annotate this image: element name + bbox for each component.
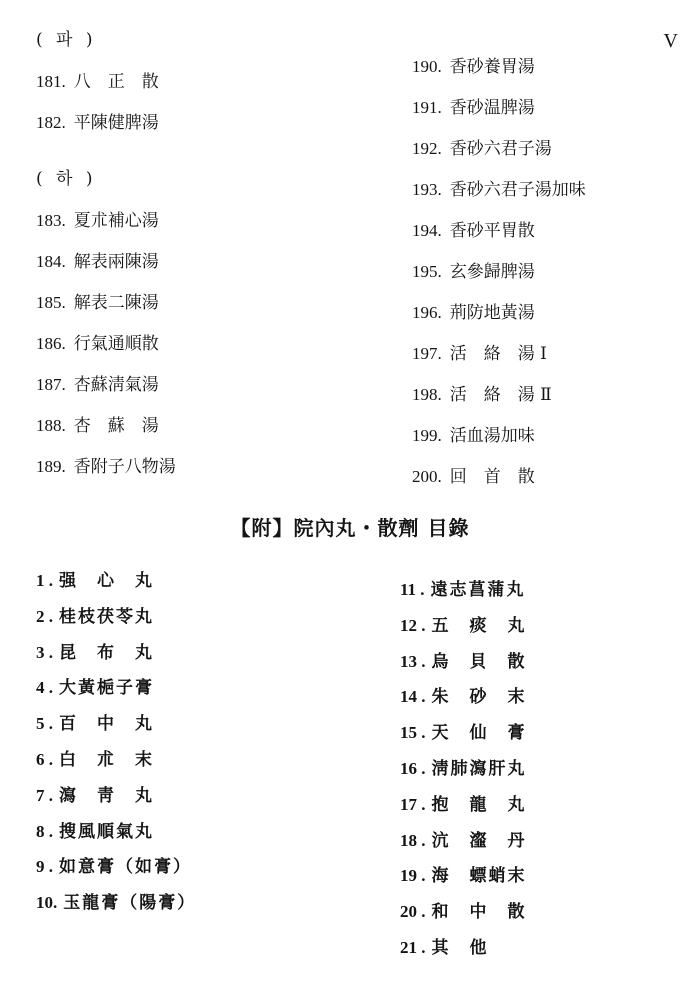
toc-entry xyxy=(400,823,690,859)
entry-name: 行氣通順散 xyxy=(73,334,159,354)
toc-entry xyxy=(36,670,376,706)
entry-name: 夏朮補心湯 xyxy=(73,211,159,231)
entry-number: 14 . xyxy=(400,687,426,707)
entry-number: 21 . xyxy=(400,937,426,957)
entry-number: 1 . xyxy=(36,571,53,590)
entry-name: 玄參歸脾湯 xyxy=(449,262,535,282)
entry-name: 桂枝茯苓丸 xyxy=(59,606,154,627)
toc-entry xyxy=(412,128,682,169)
toc-entry xyxy=(400,679,690,715)
entry-number: 7 . xyxy=(36,785,53,805)
toc-entry xyxy=(36,814,376,850)
entry-number: 186. xyxy=(36,334,66,353)
entry-name: 回 首 散 xyxy=(449,467,535,487)
entry-number: 2 . xyxy=(36,606,53,626)
toc-entry xyxy=(400,787,690,823)
entry-name: 大黃梔子膏 xyxy=(59,678,154,699)
entry-number: 5 . xyxy=(36,714,53,734)
entry-name: 海 螵蛸末 xyxy=(431,866,527,887)
entry-name: 香砂養胃湯 xyxy=(449,57,535,77)
toc-entry xyxy=(36,364,376,405)
entry-number: 187. xyxy=(36,375,66,394)
entry-number: 184. xyxy=(36,252,66,271)
entry-name: 香砂六君子湯 xyxy=(449,139,552,159)
entry-name: 荊防地黃湯 xyxy=(449,303,535,323)
toc-entry xyxy=(36,282,376,323)
entry-number: 17 . xyxy=(400,794,426,814)
toc-entry xyxy=(412,456,682,497)
entry-name: 如意膏（如膏） xyxy=(59,857,192,878)
entry-name: 朱 砂 末 xyxy=(431,687,527,708)
entry-number: 13 . xyxy=(400,651,426,671)
entry-name: 杏蘇淸氣湯 xyxy=(73,375,159,395)
entry-number: 16 . xyxy=(400,758,426,778)
entry-number: 4 . xyxy=(36,678,53,698)
entry-number: 194. xyxy=(412,221,442,240)
entry-number: 190. xyxy=(412,57,442,76)
entry-number: 8 . xyxy=(36,821,53,841)
toc-entry xyxy=(36,885,376,921)
entry-name: 解表二陳湯 xyxy=(73,293,159,313)
toc-entry xyxy=(36,405,376,446)
entry-name: 五 痰 丸 xyxy=(431,615,527,636)
toc-entry xyxy=(400,858,690,894)
toc-entry xyxy=(36,241,376,282)
page-number: V xyxy=(663,30,678,52)
entry-name: 昆 布 丸 xyxy=(59,642,154,663)
toc-left-column xyxy=(36,20,376,487)
toc-entry xyxy=(400,894,690,930)
entry-name: 百 中 丸 xyxy=(59,714,154,735)
entry-name: 杏 蘇 湯 xyxy=(73,416,159,436)
toc-entry xyxy=(36,706,376,742)
appendix-title: 【附】院內丸・散劑 目錄 xyxy=(230,516,470,540)
entry-name: 香砂平胃散 xyxy=(449,221,535,241)
toc-entry xyxy=(36,102,376,143)
entry-name: 其 他 xyxy=(431,937,489,958)
entry-number: 10. xyxy=(36,893,58,913)
toc-entry xyxy=(36,849,376,885)
entry-name: 香砂六君子湯加味 xyxy=(449,180,586,200)
entry-number: 11 . xyxy=(400,580,425,599)
toc-entry xyxy=(400,644,690,680)
toc-entry xyxy=(412,333,682,374)
appendix-left-column xyxy=(36,563,376,921)
toc-entry xyxy=(36,742,376,778)
entry-name: 瀉 靑 丸 xyxy=(59,785,154,806)
entry-name: 淸肺瀉肝丸 xyxy=(431,758,527,779)
toc-entry xyxy=(412,374,682,415)
entry-name: 活血湯加味 xyxy=(449,426,535,446)
entry-number: 198. xyxy=(412,385,442,404)
toc-entry xyxy=(400,608,690,644)
entry-number: 195. xyxy=(412,262,442,281)
entry-number: 188. xyxy=(36,416,66,435)
entry-name: 香附子八物湯 xyxy=(73,457,176,477)
entry-name: 搜風順氣丸 xyxy=(59,821,154,842)
toc-entry xyxy=(36,635,376,671)
entry-name: 八 正 散 xyxy=(73,72,159,92)
entry-number: 181. xyxy=(36,72,66,91)
entry-number: 200. xyxy=(412,467,442,486)
entry-number: 20 . xyxy=(400,902,426,922)
toc-subheading: ( 하 ) xyxy=(36,169,97,189)
entry-number: 189. xyxy=(36,457,66,476)
entry-number: 9 . xyxy=(36,857,53,877)
toc-entry xyxy=(412,292,682,333)
entry-number: 12 . xyxy=(400,615,426,635)
entry-number: 199. xyxy=(412,426,442,445)
toc-subheading: ( 파 ) xyxy=(36,30,97,50)
entry-number: 197. xyxy=(412,344,442,363)
toc-entry xyxy=(36,61,376,102)
toc-right-column xyxy=(412,46,682,497)
toc-entry xyxy=(36,599,376,635)
entry-number: 191. xyxy=(412,98,442,117)
toc-entry xyxy=(400,715,690,751)
entry-number: 182. xyxy=(36,113,66,132)
entry-name: 沆 瀣 丹 xyxy=(431,830,527,851)
entry-number: 6 . xyxy=(36,749,53,769)
toc-entry xyxy=(400,930,690,966)
entry-name: 抱 龍 丸 xyxy=(431,794,527,815)
entry-number: 18 . xyxy=(400,830,426,850)
entry-number: 185. xyxy=(36,293,66,312)
entry-number: 3 . xyxy=(36,642,53,662)
entry-number: 196. xyxy=(412,303,442,322)
toc-entry xyxy=(412,87,682,128)
entry-name: 和 中 散 xyxy=(431,902,527,923)
toc-entry xyxy=(36,446,376,487)
entry-name: 强 心 丸 xyxy=(59,571,154,591)
toc-entry xyxy=(400,572,690,608)
toc-entry xyxy=(36,563,376,599)
entry-name: 香砂温脾湯 xyxy=(449,98,535,118)
toc-entry xyxy=(36,778,376,814)
entry-number: 193. xyxy=(412,180,442,199)
toc-entry xyxy=(36,200,376,241)
toc-entry xyxy=(412,251,682,292)
entry-number: 183. xyxy=(36,211,66,230)
entry-name: 烏 貝 散 xyxy=(431,651,527,672)
entry-name: 活 絡 湯 Ⅱ xyxy=(449,385,552,405)
toc-entry xyxy=(412,415,682,456)
entry-number: 19 . xyxy=(400,866,426,886)
section-spacer xyxy=(36,143,376,159)
entry-name: 平陳健脾湯 xyxy=(73,113,159,133)
entry-number: 15 . xyxy=(400,723,426,743)
toc-entry xyxy=(412,46,682,87)
toc-entry xyxy=(400,751,690,787)
toc-entry xyxy=(412,210,682,251)
toc-entry xyxy=(412,169,682,210)
entry-number: 192. xyxy=(412,139,442,158)
appendix-right-column xyxy=(400,572,690,966)
entry-name: 活 絡 湯 Ⅰ xyxy=(449,344,547,364)
entry-name: 解表兩陳湯 xyxy=(73,252,159,272)
entry-name: 天 仙 膏 xyxy=(431,723,527,744)
toc-entry xyxy=(36,323,376,364)
entry-name: 遠志菖蒲丸 xyxy=(430,580,526,600)
entry-name: 玉龍膏（陽膏） xyxy=(63,893,197,914)
entry-name: 白 朮 末 xyxy=(59,749,154,770)
